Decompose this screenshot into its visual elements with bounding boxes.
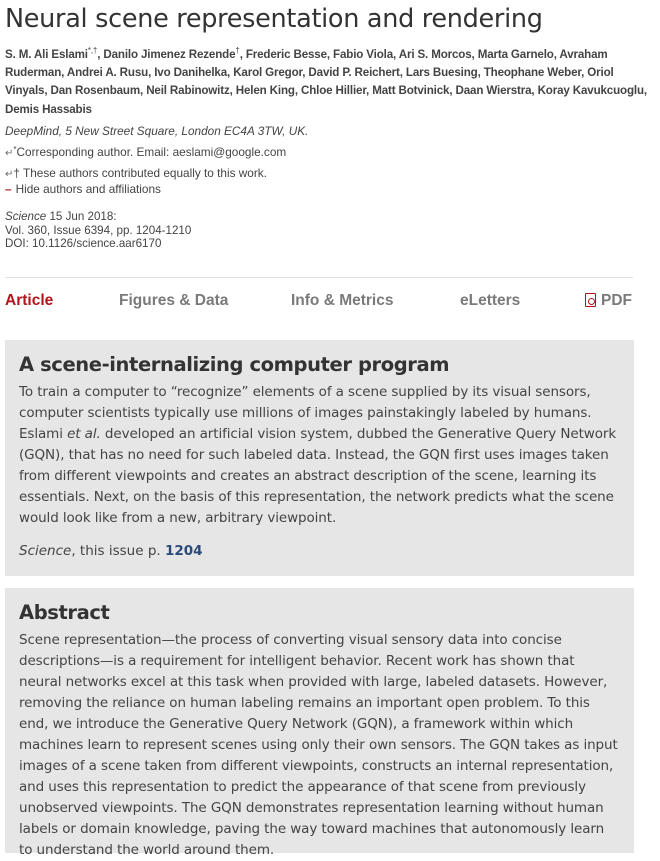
author-name-text: Danilo Jimenez Rezende	[103, 48, 236, 61]
author-name-text: Oriol Vinyals	[5, 66, 614, 98]
article-title: Neural scene representation and rendering	[5, 4, 543, 34]
summary-heading: A scene-internalizing computer program	[19, 353, 450, 376]
author-name-text: Ivo Danihelka	[154, 66, 228, 80]
author-name[interactable]	[333, 48, 393, 61]
pdf-icon	[585, 293, 596, 307]
summary-text-part-2: developed an artificial vision system, dubbed the Generative Query Network (GQN), that has no need for such labeled data. Instead, the GQN first uses images taken from different viewpoints and creates an abstract description of the scene, learning its essentials. Next, on the basis of this representation, the network predicts what the scene would look like from a new, arbitrary viewpoint.	[19, 426, 617, 526]
tab-info-metrics[interactable]: Info & Metrics	[291, 292, 394, 309]
tab-figures-data[interactable]: Figures & Data	[119, 292, 229, 309]
summary-text-italic: et al.	[67, 426, 101, 442]
minus-icon: –	[5, 182, 12, 196]
author-name[interactable]	[233, 66, 302, 79]
divider	[5, 277, 633, 278]
author-name-text: Demis Hassabis	[5, 102, 92, 116]
corresponding-label: Corresponding author. Email:	[16, 145, 170, 159]
author-name[interactable]	[484, 66, 581, 79]
citation-date: 15 Jun 2018:	[49, 210, 117, 223]
author-name[interactable]	[456, 84, 532, 97]
citation-doi: DOI: 10.1126/science.aar6170	[5, 237, 162, 250]
hide-authors-link[interactable]	[5, 182, 161, 196]
source-text: , this issue p.	[71, 543, 165, 559]
hide-authors-label: Hide authors and affiliations	[15, 182, 161, 196]
corresponding-author	[5, 145, 286, 159]
author-name[interactable]	[5, 103, 92, 116]
corresponding-mark: *	[13, 145, 17, 154]
author-name-text: Ari S. Morcos	[398, 48, 472, 61]
tab-article[interactable]: Article	[5, 292, 54, 309]
author-name[interactable]	[236, 84, 295, 97]
author-name-text: Koray Kavukcuoglu	[537, 84, 644, 98]
author-name[interactable]	[5, 48, 97, 61]
author-name[interactable]	[538, 84, 644, 97]
source-journal: Science	[19, 543, 72, 559]
article-tabs	[5, 286, 635, 316]
author-name-text: Andrei A. Rusu	[66, 66, 149, 80]
abstract-panel	[5, 588, 634, 858]
author-name-text: Chloe Hillier	[300, 84, 367, 98]
author-name-text: Helen King	[235, 84, 295, 98]
author-name-text: Frederic Besse	[245, 48, 327, 61]
author-name-text: Dan Rosenbaum	[50, 84, 141, 98]
citation-volume: Vol. 360, Issue 6394, pp. 1204-1210	[5, 223, 192, 237]
editor-summary-panel	[5, 340, 634, 576]
summary-source	[19, 543, 620, 559]
author-name-text: Neil Rabinowitz	[146, 84, 230, 98]
author-name[interactable]	[51, 84, 141, 97]
summary-text-part-1: To train a computer to “recognize” elements of a scene supplied by its visual sensors, computer scientists typically use millions of images painstakingly labeled by humans. Eslami	[19, 384, 592, 442]
author-name-text: Marta Garnelo	[477, 48, 554, 61]
author-name[interactable]	[146, 84, 229, 97]
return-arrow-icon: ↵	[5, 169, 14, 180]
abstract-text: Scene representation—the process of converting visual sensory data into concise descriptions—is a requirement for intelligent behavior. Recent work has shown that neural networks excel at this task when provided with large, labeled datasets. However, removing the reliance on human labeling remains an important open problem. To this end, we introduce the Generative Query Network (GQN), a framework within which machines learn to represent scenes using only their own sensors. The GQN takes as input images of a scene taken from different viewpoints, constructs an internal representation, and uses this representation to predict the appearance of that scene from previously unobserved viewpoints. The GQN demonstrates representation learning without human labels or domain knowledge, paving the way toward machines that autonomously learn to understand the world around them.	[19, 632, 618, 858]
author-list: S. M. Ali Eslami*,†, Danilo Jimenez Rezende†, Frederic Besse, Fabio Viola, Ari S. Morcos, Marta Garnelo, Avraham Ruderman, Andrei A. Rusu, Ivo Danihelka, Karol Gregor, David P. Reichert, Lars Buesing, Theophane Weber, Oriol Vinyals, Dan Rosenbaum, Neil Rabinowitz, Helen King, Chloe Hillier, Matt Botvinick, Daan Wierstra, Koray Kavukcuoglu, Demis Hassabis	[5, 46, 647, 116]
author-name-text: S. M. Ali Eslami	[5, 48, 88, 61]
return-arrow-icon: ↵	[5, 148, 14, 159]
tab-pdf-label: PDF	[601, 292, 632, 309]
abstract-heading: Abstract	[19, 601, 110, 624]
summary-text	[19, 382, 620, 529]
author-name-text: Daan Wierstra	[455, 84, 532, 98]
affiliation: DeepMind, 5 New Street Square, London EC4A 3TW, UK.	[5, 124, 309, 138]
tab-eletters[interactable]: eLetters	[460, 292, 521, 309]
citation-date-line	[5, 210, 191, 224]
author-name[interactable]	[372, 84, 449, 97]
equal-contribution-note	[5, 166, 267, 180]
author-name[interactable]	[406, 66, 478, 79]
author-name[interactable]	[154, 66, 227, 79]
author-name-text: Matt Botvinick	[372, 84, 450, 98]
tab-pdf[interactable]	[585, 286, 632, 316]
author-name-text: Theophane Weber	[483, 66, 582, 80]
author-email-link[interactable]: aeslami@google.com	[172, 145, 287, 159]
author-name-text: Lars Buesing	[405, 66, 478, 80]
author-name-text: Karol Gregor	[233, 66, 303, 80]
author-name-text: David P. Reichert	[308, 66, 400, 80]
author-name[interactable]	[308, 66, 399, 79]
citation-block	[5, 210, 191, 251]
author-name[interactable]	[246, 48, 327, 61]
author-name[interactable]	[301, 84, 366, 97]
author-mark: *,†	[87, 46, 98, 55]
author-name[interactable]	[478, 48, 554, 61]
author-name-text: Avraham Ruderman	[5, 48, 608, 80]
citation-journal: Science	[5, 210, 47, 223]
author-name-text: Fabio Viola	[333, 48, 394, 61]
equal-contribution-text: † These authors contributed equally to this work.	[13, 166, 267, 180]
author-name[interactable]	[399, 48, 472, 61]
source-page-link[interactable]: 1204	[164, 543, 203, 559]
author-name[interactable]	[67, 66, 148, 79]
author-mark: †	[235, 46, 240, 55]
author-name[interactable]	[103, 48, 239, 61]
